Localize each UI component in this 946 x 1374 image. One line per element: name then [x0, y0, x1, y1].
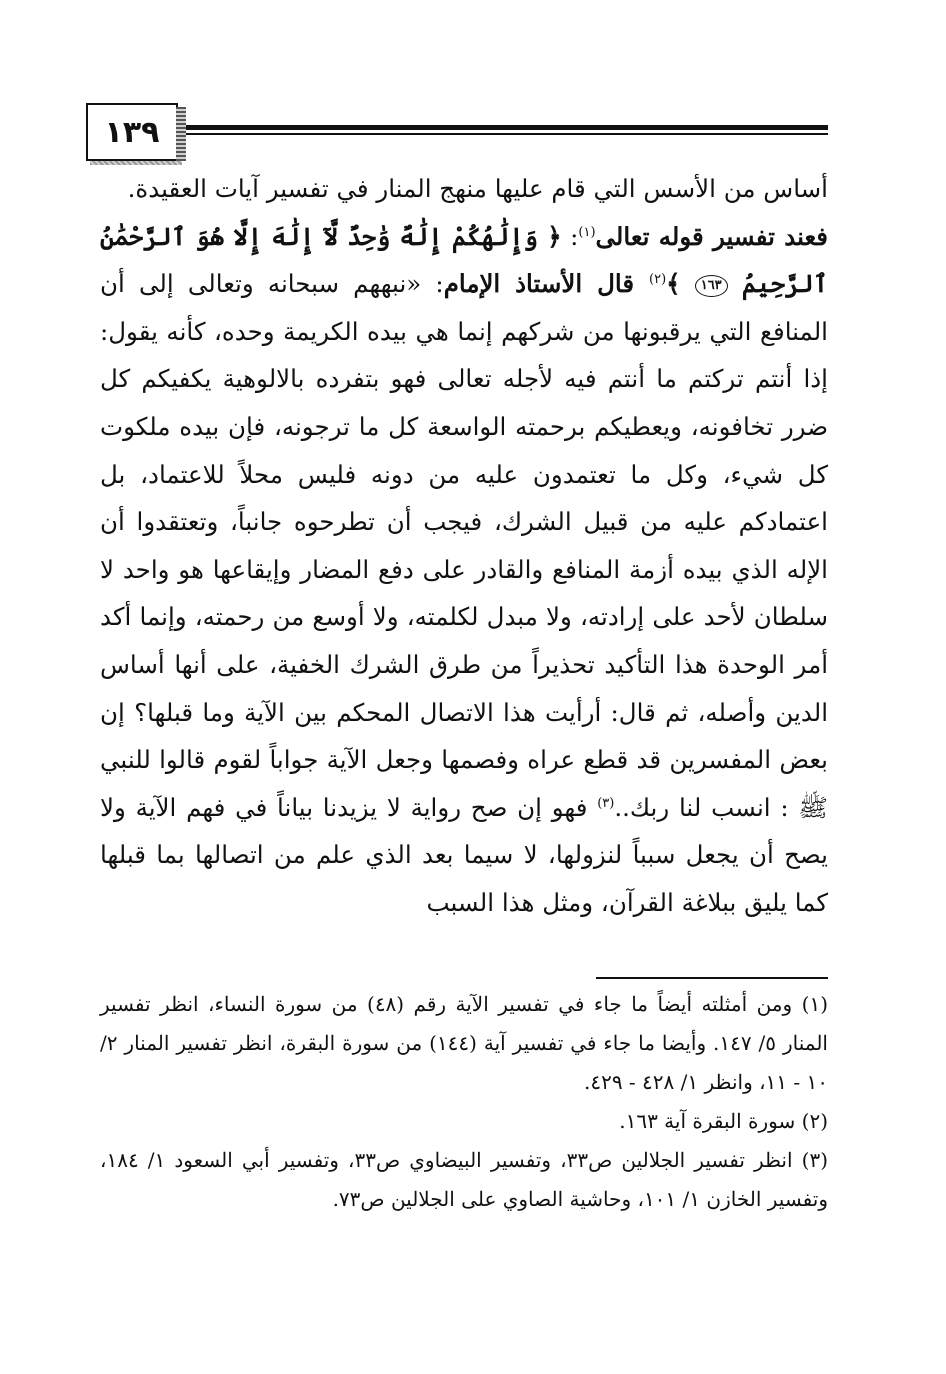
main-text	[100, 165, 828, 927]
footnotes	[100, 985, 828, 1219]
verse-close-bracket: ﴾	[666, 269, 681, 299]
footnote-ref-1[interactable]: (١)	[578, 224, 596, 240]
footnote-3: (٣) انظر تفسير الجلالين ص٣٣، وتفسير البيضاوي ص٣٣، وتفسير أبي السعود ١/ ١٨٤، وتفسير الخازن ١/ ١٠١، وحاشية الصاوي على الجلالين ص٧٣.	[100, 1148, 829, 1211]
header-rule-thin	[186, 133, 828, 135]
ayah-number-mark: ١٦٣	[695, 275, 728, 297]
quran-verse: ﴿ وَإِلَٰهُكُمْ إِلَٰهٌ وَٰحِدٌ لَّآ إِلَٰهَ إِلَّا هُوَ ٱلرَّحْمَٰنُ ٱلرَّحِيمُ	[100, 221, 828, 299]
header-ornament	[176, 107, 186, 161]
colon: :	[561, 221, 579, 251]
footnote-ref-2[interactable]: (٢)	[649, 272, 667, 288]
paragraph-2-end: فهو إن صح رواية لا يزيدنا بياناً في فهم الآية ولا يصح أن يجعل سبباً لنزولها، لا سيما بعد الذي علم من اتصالها بما قبلها كما يليق ببلاغة القرآن، ومثل هذا السبب	[100, 792, 828, 917]
header-rule-thick	[186, 125, 828, 130]
footnote-separator	[596, 977, 828, 979]
footnote-2: (٢) سورة البقرة آية ١٦٣.	[619, 1109, 828, 1133]
paragraph-2	[100, 213, 828, 927]
footnote-1: (١) ومن أمثلته أيضاً ما جاء في تفسير الآية رقم (٤٨) من سورة النساء، انظر تفسير المنار ٥/ ١٤٧. وأيضا ما جاء في تفسير آية (١٤٤) من سورة البقرة، انظر تفسير المنار ٢/ ١٠ - ١١، وانظر ١/ ٤٢٨ - ٤٢٩.	[100, 992, 828, 1094]
paragraph-2-lead: فعند تفسير قوله تعالى	[595, 221, 828, 251]
paragraph-1: أساس من الأسس التي قام عليها منهج المنار في تفسير آيات العقيدة.	[127, 174, 828, 203]
footnote-ref-3[interactable]: (٣)	[597, 795, 615, 811]
page-header	[86, 103, 828, 161]
page-number: ١٣٩	[86, 103, 178, 161]
imam-label: قال الأستاذ الإمام	[443, 269, 650, 299]
paragraph-2-body: : «نبههم سبحانه وتعالى إلى أن المنافع التي يرقبونها من شركهم إنما هي بيده الكريمة وحده، كأنه يقول: إذا أنتم تركتم ما أنتم فيه لأجله تعالى فهو بتفرده بالالوهية يكفيكم كل ضرر تخافونه، ويعطيكم برحمته الواسعة كل ما ترجونه، فإن بيده ملكوت كل شيء، وكل ما تعتمدون عليه من دونه فليس محلاً للاعتماد، بل اعتمادكم عليه من قبيل الشرك، فيجب أن تطرحوه جانباً، وتعتقدوا أن الإله الذي بيده أزمة المنافع والقادر على دفع المضار وإيقاعها هو واحد لا سلطان لأحد على إرادته، ولا مبدل لكلمته، ولا أوسع من رحمته، وإنما أكد أمر الوحدة هذا التأكيد تحذيراً من طرق الشرك الخفية، على أنها أساس الدين وأصله، ثم قال: أرأيت هذا الاتصال المحكم بين الآية وما قبلها؟ إن بعض المفسرين قد قطع عراه وفصمها وجعل الآية جواباً لقوم قالوا للنبي ﷺ : انسب لنا ربك..	[100, 269, 828, 822]
